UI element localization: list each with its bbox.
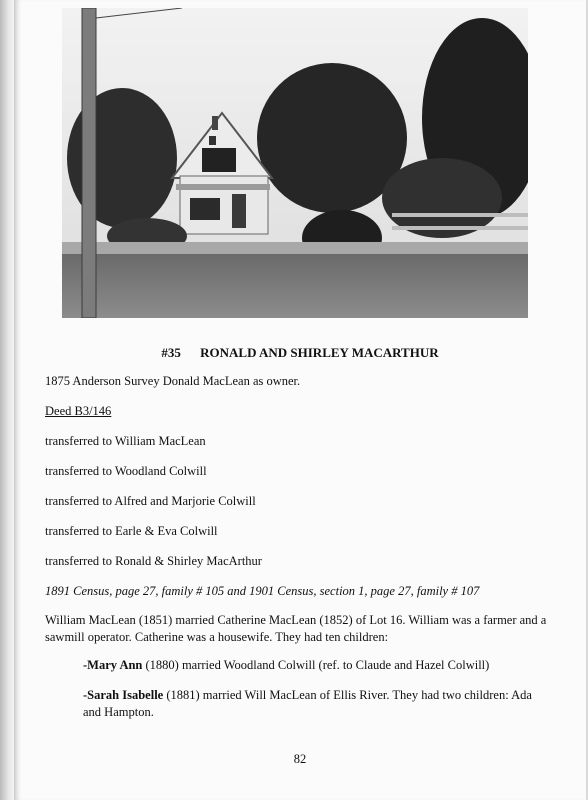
child-name: -Mary Ann (83, 658, 143, 672)
page-number: 82 (293, 752, 307, 766)
document-page (14, 0, 586, 800)
child-entry (83, 657, 553, 674)
binding-edge (0, 0, 14, 800)
transfer-line: transferred to Alfred and Marjorie Colwill (45, 494, 256, 508)
house-photo-drawing (62, 8, 528, 318)
transfer-line: transferred to Woodland Colwill (45, 464, 207, 478)
section-heading (14, 345, 586, 361)
house-photograph (62, 8, 528, 318)
transfer-line: transferred to Ronald & Shirley MacArthur (45, 554, 262, 568)
family-paragraph: William MacLean (1851) married Catherine MacLean (1852) of Lot 16. William was a farmer and a sawmill operator. Catherine was a housewife. They had ten children: (45, 613, 547, 644)
transfer-line: transferred to William MacLean (45, 434, 206, 448)
deed-reference: Deed B3/146 (45, 404, 112, 418)
child-details: (1880) married Woodland Colwill (ref. to Claude and Hazel Colwill) (142, 658, 490, 672)
section-number: #35 (161, 345, 181, 360)
section-title: RONALD AND SHIRLEY MACARTHUR (200, 345, 439, 360)
transfer-line: transferred to Earle & Eva Colwill (45, 524, 218, 538)
child-name: -Sarah Isabelle (83, 688, 164, 702)
survey-line: 1875 Anderson Survey Donald MacLean as owner. (45, 374, 301, 388)
child-details: (1881) married Will MacLean of Ellis River. They had two children: Ada and Hampton. (83, 688, 532, 719)
child-entry (83, 687, 553, 721)
census-reference: 1891 Census, page 27, family # 105 and 1901 Census, section 1, page 27, family # 107 (45, 584, 480, 598)
